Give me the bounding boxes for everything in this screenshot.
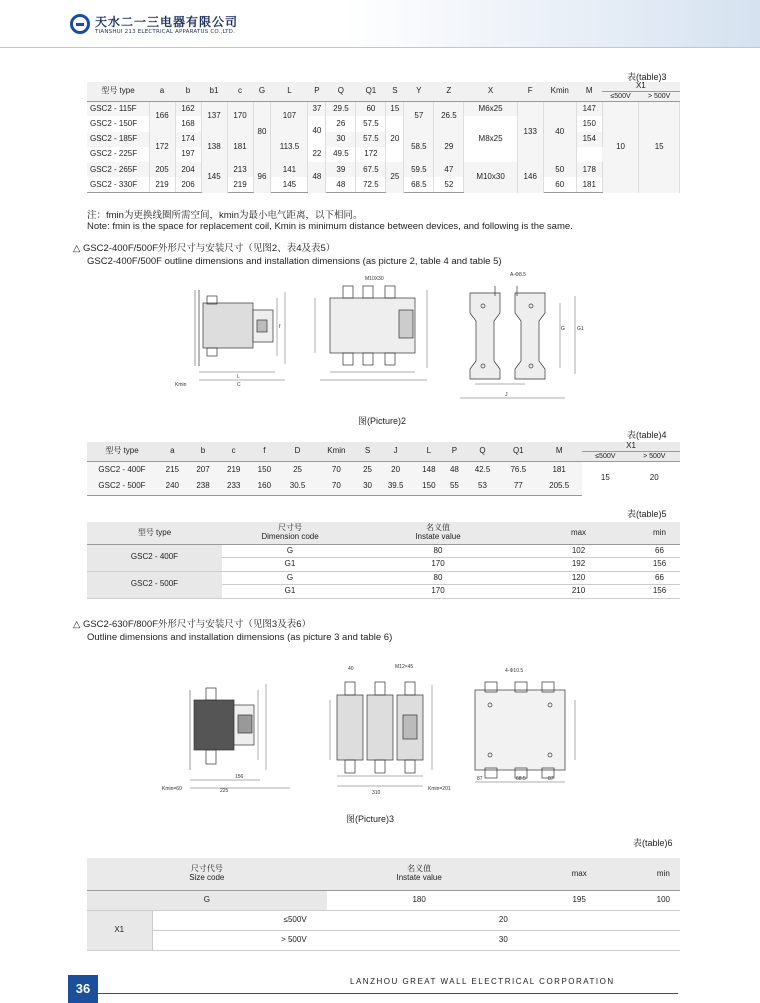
col-f: f [249, 442, 280, 461]
cell: 66 [639, 571, 680, 585]
table5 [87, 522, 680, 599]
cell: 20 [378, 461, 414, 478]
col-value-en: Instate value [415, 531, 461, 541]
cell: 55 [444, 478, 464, 495]
col-b: b [175, 82, 201, 101]
picture2-drawing [165, 268, 615, 408]
cell: 170 [227, 101, 253, 132]
cell: 174 [175, 132, 201, 147]
cell: 207 [188, 461, 219, 478]
cell: 150 [414, 478, 445, 495]
cell: 96 [253, 162, 271, 193]
type-cell: GSC2 - 115F [87, 101, 149, 116]
type-cell: GSC2 - 400F [87, 544, 222, 571]
cell: 40 [308, 116, 326, 147]
type-cell: GSC2 - 500F [87, 478, 157, 495]
cell: 57.5 [356, 132, 386, 147]
section1-title-en: GSC2-400F/500F outline dimensions and installation dimensions (as picture 2, table 4 and table 5) [87, 256, 502, 267]
type-cell: GSC2 - 150F [87, 116, 149, 131]
col-b: b [188, 442, 219, 461]
picture2-caption: 图(Picture)2 [358, 416, 407, 426]
type-cell: GSC2 - 400F [87, 461, 157, 478]
cell: 30.5 [280, 478, 316, 495]
type-cell: GSC2 - 225F [87, 147, 149, 162]
cell: 25 [280, 461, 316, 478]
cell: 48 [308, 162, 326, 193]
dim-label: J [505, 392, 508, 398]
dim-label: Kmin=60 [162, 786, 182, 792]
cell: 59.5 [404, 162, 434, 177]
cell: 205.5 [536, 478, 582, 495]
cell: 25 [357, 461, 377, 478]
cell: 168 [175, 116, 201, 131]
col-q1: Q1 [500, 442, 536, 461]
col-type: 型号 type [87, 442, 157, 461]
col-s: S [386, 82, 404, 101]
cell: 52 [434, 177, 464, 192]
section1-title-cn: △ GSC2-400F/500F外形尺寸与安装尺寸（见图2、表4及表5） [73, 243, 336, 254]
cell: 25 [386, 162, 404, 193]
type-cell: GSC2 - 265F [87, 162, 149, 177]
cell: 210 [518, 585, 639, 599]
cell: 137 [201, 101, 227, 132]
cell: 80 [358, 571, 518, 585]
col-y: Y [404, 82, 434, 101]
cell: 47 [434, 162, 464, 177]
cell: 26.5 [434, 101, 464, 132]
cell: 145 [201, 162, 227, 193]
col-value [358, 522, 518, 544]
col-kmin: Kmin [315, 442, 357, 461]
cell: 197 [175, 147, 201, 162]
cell: 39 [326, 162, 356, 177]
type-cell: GSC2 - 185F [87, 132, 149, 147]
cell: 42.5 [465, 461, 501, 478]
col-value-cn: 名义值 [407, 864, 432, 874]
note-en: Note: fmin is the space for replacement coil, Kmin is minimum distance between devices, and following is the same. [87, 221, 573, 232]
cell: 181 [576, 177, 602, 192]
cell: 219 [149, 177, 175, 192]
cell: 67.5 [356, 162, 386, 177]
col-value [327, 858, 512, 890]
table6 [87, 858, 680, 951]
cell: 77 [500, 478, 536, 495]
cell: 48 [326, 177, 356, 192]
col-p: P [444, 442, 464, 461]
cell: 22 [308, 147, 326, 162]
dim-label: G [561, 326, 565, 332]
col-d: D [280, 442, 316, 461]
dim-label: C [237, 382, 241, 388]
company-name-en: TIANSHUI 213 ELECTRICAL APPARATUS CO.,LTD. [95, 29, 236, 35]
type-cell: X1 [87, 910, 152, 950]
cell: 192 [518, 558, 639, 572]
cell: 29.5 [326, 101, 356, 116]
col-x1-high: > 500V [639, 92, 680, 102]
cell: 102 [518, 544, 639, 558]
cell: 178 [576, 162, 602, 177]
cell: 20 [327, 910, 680, 930]
col-max: max [512, 858, 647, 890]
col-q1: Q1 [356, 82, 386, 101]
cell: 120 [518, 571, 639, 585]
dim-label: f [279, 324, 281, 330]
cell: 40 [543, 101, 576, 162]
cell: 204 [175, 162, 201, 177]
footer-corp-name: LANZHOU GREAT WALL ELECTRICAL CORPORATION [350, 977, 615, 986]
cell: 30 [327, 930, 680, 950]
table3 [87, 82, 680, 193]
cell: 181 [536, 461, 582, 478]
table5-caption: 表(table)5 [627, 509, 667, 519]
cell: 213 [227, 162, 253, 177]
cell: 60 [356, 101, 386, 116]
table4 [87, 442, 680, 496]
header-divider [0, 47, 760, 48]
cell: 156 [639, 585, 680, 599]
section2-title-en: Outline dimensions and installation dimensions (as picture 3 and table 6) [87, 632, 393, 643]
picture3-drawing [150, 660, 600, 800]
col-code [87, 858, 327, 890]
cell: 148 [414, 461, 445, 478]
dim-label: 310 [372, 790, 381, 796]
col-code-cn: 尺寸代号 [190, 864, 223, 874]
dim-label: G1 [577, 326, 584, 332]
col-g: G [253, 82, 271, 101]
cell: 29 [434, 132, 464, 163]
col-c: c [218, 442, 249, 461]
cell: 138 [201, 132, 227, 163]
col-j: J [378, 442, 414, 461]
cell: 30 [326, 132, 356, 147]
dim-label: 68.5 [516, 776, 526, 782]
dim-label: 4-Φ10.5 [505, 668, 524, 674]
cell: 26 [326, 116, 356, 131]
cell: 72.5 [356, 177, 386, 192]
cell: 206 [175, 177, 201, 192]
cell: 80 [358, 544, 518, 558]
cell: 219 [227, 177, 253, 192]
table4-caption: 表(table)4 [627, 430, 667, 440]
cell: 66 [639, 544, 680, 558]
cell: 30 [357, 478, 377, 495]
cell: 20 [629, 461, 680, 495]
cell: G1 [222, 558, 358, 572]
cell: G [222, 571, 358, 585]
col-x1-high: > 500V [629, 452, 680, 462]
col-c: c [227, 82, 253, 101]
col-m: M [536, 442, 582, 461]
table6-caption: 表(table)6 [633, 838, 673, 848]
col-s: S [357, 442, 377, 461]
cell: 133 [517, 101, 543, 162]
cell: 172 [149, 132, 175, 163]
cell: 170 [358, 585, 518, 599]
cell: 154 [576, 132, 602, 147]
cell: G1 [222, 585, 358, 599]
cell: 145 [271, 177, 308, 192]
col-x1: X1 [582, 442, 680, 452]
cell: 113.5 [271, 132, 308, 163]
table-row [87, 910, 680, 930]
col-code-cn: 尺寸号 [278, 523, 302, 533]
dim-label: A-Φ8.5 [510, 272, 526, 278]
cell: 170 [358, 558, 518, 572]
cell: ≤500V [152, 910, 327, 930]
cell: 166 [149, 101, 175, 132]
cell: 57 [404, 101, 434, 132]
cell: 70 [315, 478, 357, 495]
dim-label: 40 [348, 666, 354, 672]
cell: 15 [639, 101, 680, 193]
cell: 233 [218, 478, 249, 495]
cell: 20 [386, 116, 404, 162]
table-row [87, 461, 680, 478]
dim-label: 225 [220, 788, 229, 794]
table-row [87, 890, 680, 910]
dim-label: M12×45 [395, 664, 414, 670]
cell: M8x25 [464, 116, 517, 162]
col-min: min [647, 858, 680, 890]
cell: 156 [639, 558, 680, 572]
cell: > 500V [152, 930, 327, 950]
cell: 58.5 [404, 132, 434, 163]
cell: 57.5 [356, 116, 386, 131]
cell: 70 [315, 461, 357, 478]
cell: 172 [356, 147, 386, 162]
cell: 15 [386, 101, 404, 116]
picture3-caption: 图(Picture)3 [346, 814, 395, 824]
cell: 146 [517, 162, 543, 193]
dim-label: Kmin [175, 382, 187, 388]
table-row [87, 930, 680, 950]
dim-label: L [237, 374, 240, 380]
type-cell: GSC2 - 500F [87, 571, 222, 598]
col-q: Q [326, 82, 356, 101]
col-m: M [576, 82, 602, 101]
cell: 60 [543, 177, 576, 192]
cell: 48 [444, 461, 464, 478]
cell: 80 [253, 101, 271, 162]
col-type: 型号 type [87, 82, 149, 101]
page-number: 36 [68, 975, 98, 1003]
col-q: Q [465, 442, 501, 461]
col-x: X [464, 82, 517, 101]
col-a: a [149, 82, 175, 101]
cell: 50 [543, 162, 576, 177]
cell: 76.5 [500, 461, 536, 478]
cell: 68.5 [404, 177, 434, 192]
cell: 219 [218, 461, 249, 478]
table-row [87, 571, 680, 585]
col-l: L [271, 82, 308, 101]
col-x1: X1 [602, 82, 679, 92]
col-x1-low: ≤500V [602, 92, 639, 102]
cell: 141 [271, 162, 308, 177]
col-f: F [517, 82, 543, 101]
col-x1-low: ≤500V [582, 452, 628, 462]
section2-title-cn: △ GSC2-630F/800F外形尺寸与安装尺寸（见图3及表6） [73, 619, 311, 630]
col-max: max [518, 522, 639, 544]
col-kmin: Kmin [543, 82, 576, 101]
note-cn: 注：fmin为更换线圈所需空间，kmin为最小电气距离，以下相同。 [87, 210, 363, 221]
col-min: min [639, 522, 680, 544]
cell: 160 [249, 478, 280, 495]
col-type: 型号 type [87, 522, 222, 544]
footer-divider [98, 993, 678, 994]
cell: 37 [308, 101, 326, 116]
table3-caption: 表(table)3 [627, 72, 667, 82]
type-cell: G [87, 890, 327, 910]
dim-label: 87 [477, 776, 483, 782]
dim-label: 156 [235, 774, 244, 780]
cell: 49.5 [326, 147, 356, 162]
table-row [87, 544, 680, 558]
cell: 150 [249, 461, 280, 478]
cell: 238 [188, 478, 219, 495]
col-code-en: Dimension code [261, 531, 319, 541]
dim-label: M10X30 [365, 276, 384, 282]
col-p: P [308, 82, 326, 101]
col-value-en: Instate value [396, 872, 442, 882]
col-code-en: Size code [189, 872, 225, 882]
cell: 180 [327, 890, 512, 910]
cell: M10x30 [464, 162, 517, 193]
cell: 10 [602, 101, 639, 193]
dim-label: 87 [548, 776, 554, 782]
cell: 215 [157, 461, 188, 478]
col-code [222, 522, 358, 544]
cell: 100 [647, 890, 680, 910]
col-value-cn: 名义值 [426, 523, 450, 533]
cell: 205 [149, 162, 175, 177]
cell: 39.5 [378, 478, 414, 495]
type-cell: GSC2 - 330F [87, 177, 149, 192]
col-a: a [157, 442, 188, 461]
col-z: Z [434, 82, 464, 101]
cell: 53 [465, 478, 501, 495]
cell: 147 [576, 101, 602, 116]
cell: 150 [576, 116, 602, 131]
company-logo-icon [70, 14, 90, 34]
dim-label: Kmin=201 [428, 786, 451, 792]
cell: 162 [175, 101, 201, 116]
col-l: L [414, 442, 445, 461]
cell: 181 [227, 132, 253, 163]
cell: 240 [157, 478, 188, 495]
col-b1: b1 [201, 82, 227, 101]
cell: 195 [512, 890, 647, 910]
cell: 15 [582, 461, 628, 495]
cell: 107 [271, 101, 308, 132]
cell: G [222, 544, 358, 558]
company-name-cn: 天水二一三电器有限公司 [95, 15, 239, 29]
cell: M6x25 [464, 101, 517, 116]
